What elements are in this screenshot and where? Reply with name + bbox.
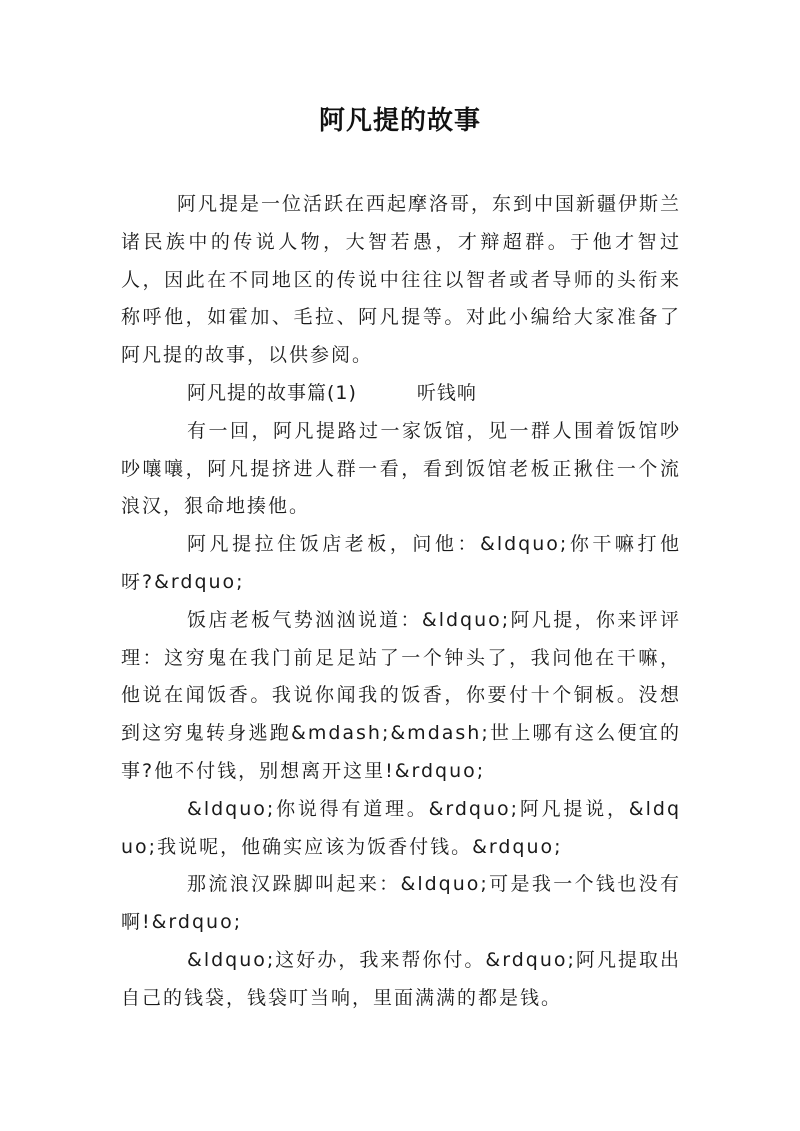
story-paragraph: &ldquo;这好办，我来帮你付。&rdquo;阿凡提取出自己的钱袋，钱袋叮当响，里面满满的都是钱。 [121, 948, 681, 1009]
story-paragraph: &ldquo;你说得有道理。&rdquo;阿凡提说，&ldquo;我说呢，他确实应该为饭香付钱。&rdquo; [121, 797, 681, 858]
story-paragraph: 饭店老板气势汹汹说道：&ldquo;阿凡提，你来评评理：这穷鬼在我门前足足站了一个钟头了，我问他在干嘛，他说在闻饭香。我说你闻我的饭香，你要付十个铜板。没想到这穷鬼转身逃跑&mdash;&mdash;世上哪有这么便宜的事?他不付钱，别想离开这里!&rdquo; [121, 608, 681, 782]
story-paragraph: 阿凡提拉住饭店老板，问他：&ldquo;你干嘛打他呀?&rdquo; [121, 533, 681, 593]
page-title: 阿凡提的故事 [318, 106, 481, 136]
story-paragraph: 那流浪汉跺脚叫起来：&ldquo;可是我一个钱也没有啊!&rdquo; [121, 873, 681, 934]
chapter-heading: 阿凡提的故事篇(1) 听钱响 [187, 381, 477, 404]
intro-paragraph: 阿凡提是一位活跃在西起摩洛哥，东到中国新疆伊斯兰诸民族中的传说人物，大智若愚，才辩超群。于他才智过人，因此在不同地区的传说中往往以智者或者导师的头衔来称呼他，如霍加、毛拉、阿凡提等。对此小编给大家准备了阿凡提的故事，以供参阅。 [121, 193, 682, 367]
article-body [121, 186, 681, 1018]
story-paragraph: 有一回，阿凡提路过一家饭馆，见一群人围着饭馆吵吵嚷嚷，阿凡提挤进人群一看，看到饭馆老板正揪住一个流浪汉，狠命地揍他。 [121, 419, 681, 518]
